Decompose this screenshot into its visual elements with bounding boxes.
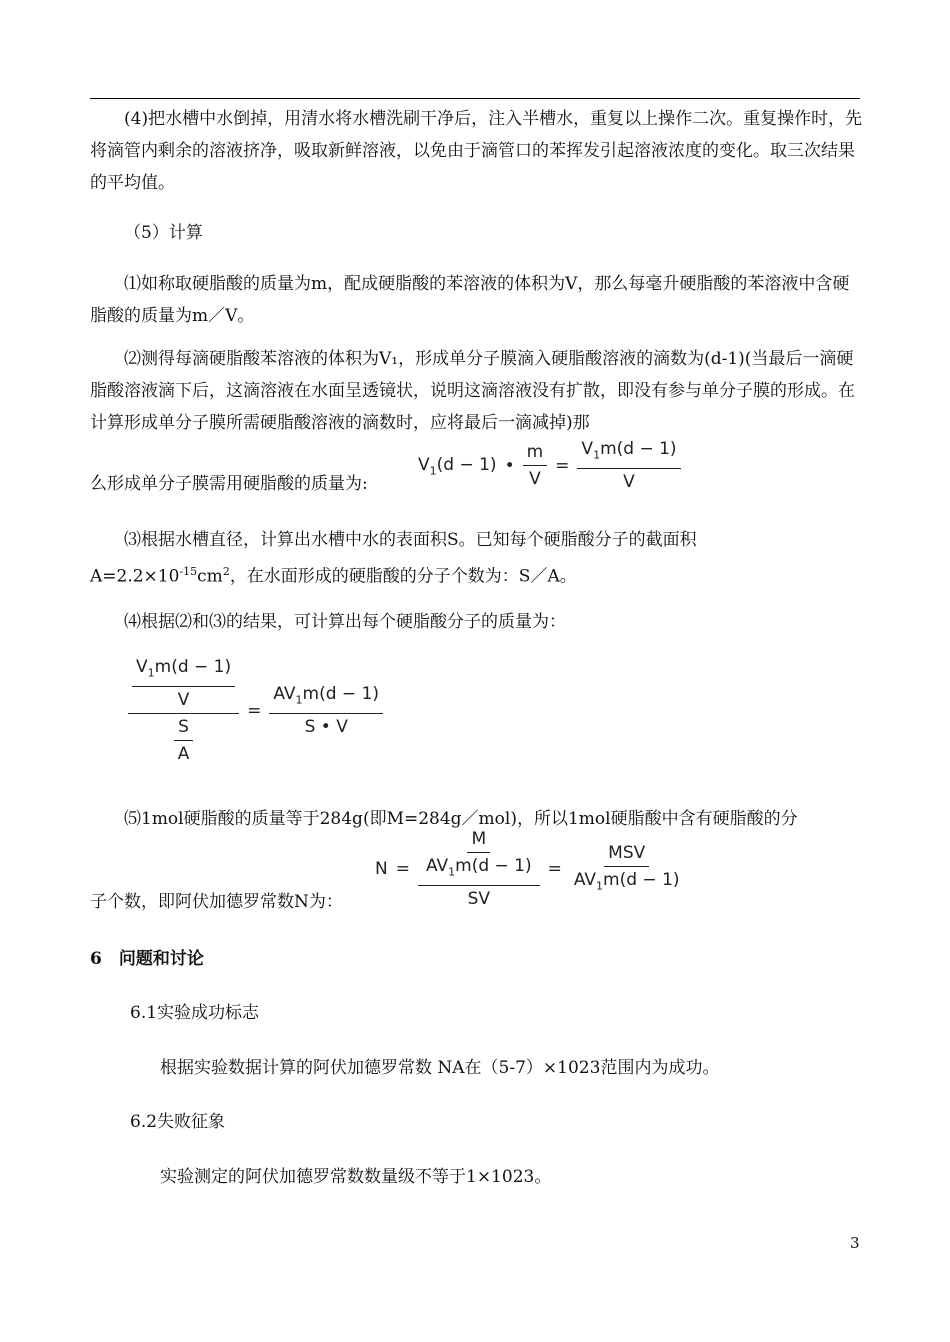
page-number: 3 bbox=[850, 1234, 860, 1252]
text-6-2: 实验测定的阿伏加德罗常数数量级不等于1×1023。 bbox=[160, 1167, 552, 1187]
paragraph-step4: (4)把水槽中水倒掉，用清水将水槽洗刷干净后，注入半槽水，重复以上操作二次。重复操作时，先将滴管内剩余的溶液挤净，吸取新鲜溶液，以免由于滴管口的苯挥发引起溶液浓度的变化。取三次结果的平均值。 bbox=[90, 109, 863, 193]
paragraph-calc-4: ⑷根据⑵和⑶的结果，可计算出每个硬脂酸分子的质量为： bbox=[124, 612, 566, 632]
formula-dot: • bbox=[504, 455, 515, 476]
paragraph-calc-2-tail: 么形成单分子膜需用硬脂酸的质量为: bbox=[90, 474, 368, 494]
header-rule bbox=[90, 98, 860, 99]
fraction-m-over-v: $\frac{m}{V}$ bbox=[523, 441, 548, 490]
fraction-molecule-mass-result: $\frac{AV_1m(d - 1)}{S • V}$ bbox=[269, 683, 383, 738]
subsection-6-2: 6.2失败征象 bbox=[130, 1112, 226, 1132]
paragraph-calc-5: ⑸1mol硬脂酸的质量等于284g(即M=284g／mol)，所以1mol硬脂酸中含有硬脂酸的分 bbox=[124, 809, 798, 829]
section-heading-6: 6 问题和讨论 bbox=[90, 949, 204, 969]
formula-molecule-mass: $\frac{\frac{V_1m(d - 1)}{V}}{\frac{S}{A}}$ = $\frac{AV_1m(d - 1)}{S • V}$ bbox=[128, 656, 383, 765]
paragraph-calc-2: ⑵测得每滴硬脂酸苯溶液的体积为V₁，形成单分子膜滴入硬脂酸溶液的滴数为(d-1)(当最后一滴硬脂酸溶液滴下后，这滴溶液在水面呈透镜状，说明这滴溶液没有扩散，即没有参与单分子膜的形成。在计算形成单分子膜所需硬脂酸溶液的滴数时，应将最后一滴减掉)那 bbox=[90, 349, 855, 433]
compound-fraction: $\frac{\frac{V_1m(d - 1)}{V}}{\frac{S}{A}}$ bbox=[128, 656, 239, 765]
paragraph-calc-1: ⑴如称取硬脂酸的质量为m，配成硬脂酸的苯溶液的体积为V，那么每毫升硬脂酸的苯溶液中含硬脂酸的质量为m／V。 bbox=[90, 274, 850, 326]
paragraph-calc-heading: （5）计算 bbox=[124, 223, 203, 243]
formula-v1-term: $V_1(d - 1)$ bbox=[418, 454, 497, 477]
formula-mass-used bbox=[418, 438, 681, 493]
fraction-result-mass: $\frac{V_1m(d - 1)}{V}$ bbox=[577, 438, 680, 493]
formula-equals: = bbox=[555, 455, 570, 476]
formula-avogadro: N = $\frac{\frac{M}{AV_1m(d - 1)}}{SV}$ = $\frac{\text{MSV}}{AV_1m(d - 1)}$ bbox=[375, 828, 684, 910]
subsection-6-1: 6.1实验成功标志 bbox=[130, 1003, 260, 1023]
paragraph-calc-5-tail: 子个数，即阿伏加德罗常数N为： bbox=[90, 892, 343, 912]
fraction-avogadro-compound: $\frac{\frac{M}{AV_1m(d - 1)}}{SV}$ bbox=[418, 828, 540, 910]
paragraph-calc-3: ⑶根据水槽直径，计算出水槽中水的表面积S。已知每个硬脂酸分子的截面积 bbox=[124, 530, 697, 550]
text-6-1: 根据实验数据计算的阿伏加德罗常数 NA在（5-7）×1023范围内为成功。 bbox=[160, 1058, 720, 1078]
paragraph-calc-3-b: $A=2.2\times 10^{-15}cm^2$，在水面形成的硬脂酸的分子个数为：S／A。 bbox=[90, 565, 577, 587]
fraction-avogadro-result: $\frac{\text{MSV}}{AV_1m(d - 1)}$ bbox=[573, 842, 680, 892]
